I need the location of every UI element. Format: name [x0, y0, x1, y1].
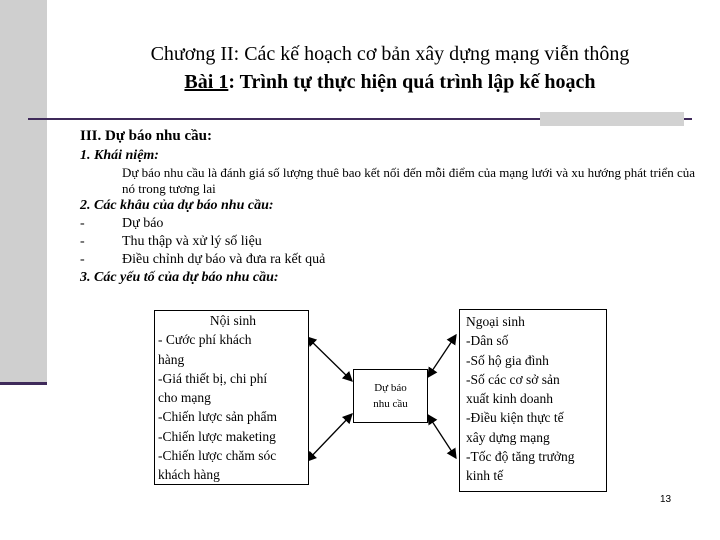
subsection-2-heading: 2. Các khâu của dự báo nhu cầu: [80, 198, 274, 213]
box-line: xuất kinh doanh [466, 391, 553, 407]
list-item-text: Điều chỉnh dự báo và đưa ra kết quả [122, 252, 326, 267]
arrow-right-top [428, 335, 456, 377]
box-line: cho mạng [158, 390, 211, 406]
box-line: nhu cầu [373, 398, 408, 410]
endogenous-factors-box [154, 310, 309, 485]
box-line: -Điều kiện thực tế [466, 410, 564, 426]
list-dash: - [80, 252, 85, 267]
box-line: khách hàng [158, 467, 220, 483]
box-line: -Số hộ gia đình [466, 352, 549, 368]
subsection-1-heading: 1. Khái niệm: [80, 148, 159, 163]
definition-text: Dự báo nhu cầu là đánh giá số lượng thuê bao kết nối đến mỗi điểm của mạng lưới và xu hướng phát triển của nó trong tương lai [122, 165, 696, 196]
arrow-left-top [307, 337, 352, 381]
title-lesson-label: Bài 1 [184, 71, 229, 93]
box-line: -Chiến lược chăm sóc [158, 448, 277, 464]
arrow-left-bottom [307, 414, 352, 461]
box-line: -Dân số [466, 333, 509, 349]
list-item-text: Dự báo [122, 216, 164, 231]
exogenous-factors-box [459, 309, 607, 492]
box-line: Dự báo [374, 382, 407, 394]
box-line: kinh tế [466, 468, 504, 484]
title-lesson-name: : Trình tự thực hiện quá trình lập kế hoạch [228, 71, 596, 93]
box-line: -Tốc độ tăng trưởng [466, 449, 575, 465]
list-item-text: Thu thập và xử lý số liệu [122, 234, 262, 249]
subsection-3-heading: 3. Các yếu tố của dự báo nhu cầu: [80, 270, 279, 285]
box-line: -Chiến lược sản phẩm [158, 409, 278, 425]
box-line: -Số các cơ sở sản [466, 371, 560, 387]
page-number: 13 [660, 494, 672, 505]
box-line: xây dựng mạng [466, 429, 550, 445]
title-line-1: Chương II: Các kế hoạch cơ bản xây dựng mạng viễn thông [150, 43, 630, 65]
demand-forecast-box [353, 369, 428, 423]
box-line: - Cước phí khách [158, 332, 252, 348]
box-title: Nội sinh [209, 313, 257, 328]
section-heading: III. Dự báo nhu cầu: [80, 128, 212, 144]
arrow-right-bottom [428, 415, 456, 458]
list-dash: - [80, 234, 85, 249]
box-line: -Giá thiết bị, chi phí [158, 370, 268, 386]
box-line: hàng [158, 351, 185, 367]
list-dash: - [80, 216, 85, 231]
box-title: Ngoại sinh [466, 314, 525, 329]
box-line: -Chiến lược maketing [158, 428, 276, 444]
